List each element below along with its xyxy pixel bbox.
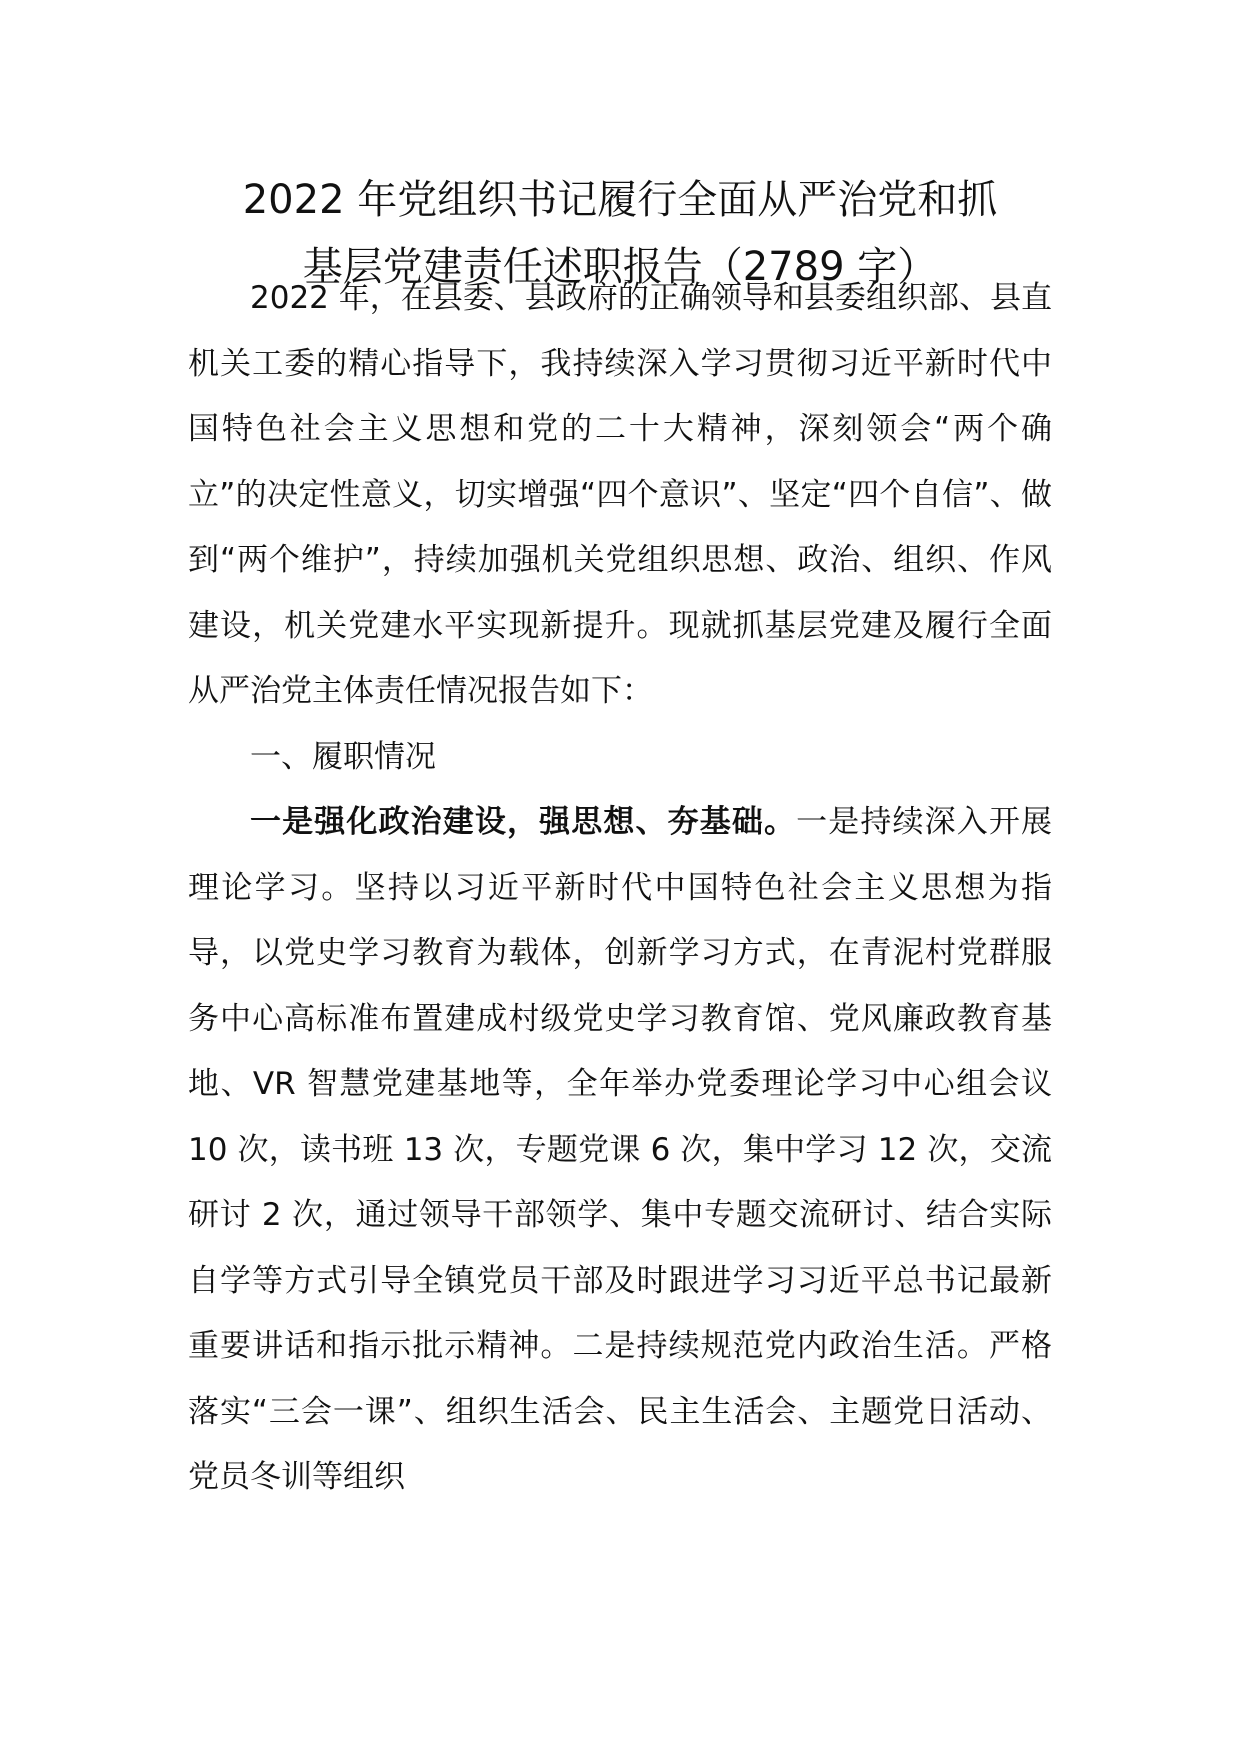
document-title-line-1: 2022 年党组织书记履行全面从严治党和抓 [242,177,998,223]
document-body [188,266,1052,1511]
document-title-line-2: 基层党建责任述职报告（2789 字） [302,244,938,290]
intro-paragraph: 2022 年，在县委、县政府的正确领导和县委组织部、县直机关工委的精心指导下，我持续深入学习贯彻习近平新时代中国特色社会主义思想和党的二十大精神，深刻领会“两个确立”的决定性意义，切实增强“四个意识”、坚定“四个自信”、做到“两个维护”，持续加强机关党组织思想、政治、组织、作风建设，机关党建水平实现新提升。现就抓基层党建及履行全面从严治党主体责任情况报告如下： [188,280,1052,709]
section-heading-duty-performance: 一、履职情况 [250,738,436,775]
paragraph-political-construction [188,790,1052,1511]
paragraph-lead-sentence: 一是强化政治建设，强思想、夯基础。 [250,804,797,840]
paragraph-body-text: 一是持续深入开展理论学习。坚持以习近平新时代中国特色社会主义思想为指导，以党史学习教育为载体，创新学习方式，在青泥村党群服务中心高标准布置建成村级党史学习教育馆、党风廉政教育基地、VR 智慧党建基地等，全年举办党委理论学习中心组会议 10 次，读书班 13 次，专题党课 6 次，集中学习 12 次，交流研讨 2 次，通过领导干部领学、集中专题交流研讨、结合实际自学等方式引导全镇党员干部及时跟进学习习近平总书记最新重要讲话和指示批示精神。二是持续规范党内政治生活。严格落实“三会一课”、组织生活会、民主生活会、主题党日活动、党员冬训等组织 [188,804,1052,1495]
